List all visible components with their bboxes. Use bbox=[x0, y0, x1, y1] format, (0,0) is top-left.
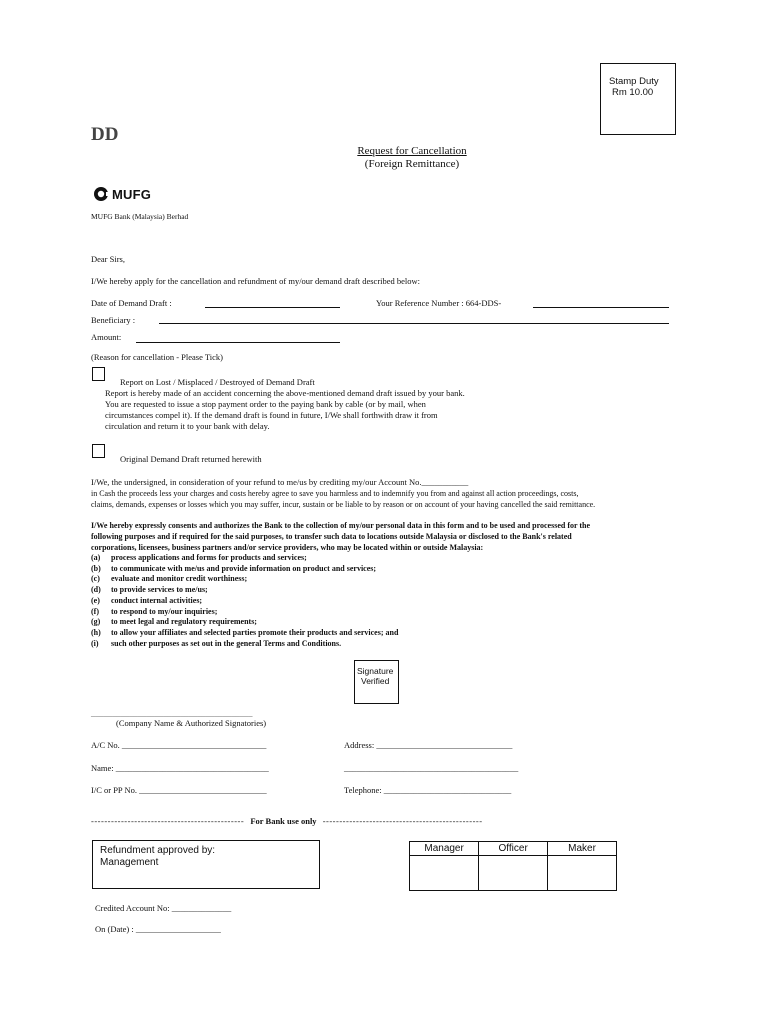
consent-intro: following purposes and if required for the said purposes, to transfer such data to locations outside Malaysia or disclosed to the Bank's related bbox=[91, 532, 572, 541]
lost-draft-line: You are requested to issue a stop payment order to the paying bank by cable (or by mail, when bbox=[105, 399, 426, 409]
consent-item: (d) to provide services to me/us; bbox=[91, 585, 208, 595]
beneficiary-label: Beneficiary : bbox=[91, 315, 136, 325]
stamp-duty-label: Stamp Duty bbox=[609, 76, 659, 87]
signatory-line[interactable]: ______________________________________ bbox=[91, 708, 253, 718]
reference-number-field[interactable] bbox=[533, 307, 669, 308]
bank-name: MUFG Bank (Malaysia) Berhad bbox=[91, 212, 189, 221]
date-of-draft-label: Date of Demand Draft : bbox=[91, 298, 172, 308]
credited-account-field[interactable]: Credited Account No: ______________ bbox=[95, 903, 232, 913]
refund-approval-box bbox=[92, 840, 320, 889]
stamp-duty-box bbox=[600, 63, 676, 135]
bank-use-label: For Bank use only bbox=[250, 816, 317, 826]
consent-item: (e) conduct internal activities; bbox=[91, 595, 203, 605]
address-line-2-field[interactable]: _________________________________________ bbox=[344, 763, 519, 773]
maker-signature-cell[interactable] bbox=[548, 856, 617, 891]
officer-signature-cell[interactable] bbox=[479, 856, 548, 891]
form-code: DD bbox=[91, 124, 119, 145]
reference-number-label: Your Reference Number : 664-DDS- bbox=[376, 298, 502, 308]
ic-passport-field[interactable]: I/C or PP No. ______________________________ bbox=[91, 785, 267, 795]
refund-approval-label: Refundment approved by: bbox=[100, 845, 216, 856]
consent-item: (f) to respond to my/our inquiries; bbox=[91, 606, 218, 616]
amount-label: Amount: bbox=[91, 332, 122, 342]
consent-item: (i) such other purposes as set out in the general Terms and Conditions. bbox=[91, 638, 342, 648]
bank-use-separator: ---------------------------------------------- For Bank use only ------------------------------------------------ bbox=[91, 816, 483, 826]
title-main: Request for Cancellation bbox=[357, 145, 467, 157]
amount-field[interactable] bbox=[136, 342, 340, 343]
officer-header: Officer bbox=[479, 842, 548, 856]
consent-item: (g) to meet legal and regulatory requirements; bbox=[91, 617, 257, 627]
consent-item: (a) process applications and forms for products and services; bbox=[91, 553, 307, 562]
returned-draft-checkbox[interactable] bbox=[92, 444, 105, 458]
signatory-caption: (Company Name & Authorized Signatories) bbox=[116, 718, 267, 728]
telephone-field[interactable]: Telephone: ______________________________ bbox=[344, 785, 512, 795]
maker-header: Maker bbox=[548, 842, 617, 856]
consent-item: (h) to allow your affiliates and selected parties promote their products and services; and bbox=[91, 627, 399, 637]
approval-table bbox=[409, 841, 617, 891]
consent-intro: corporations, licensees, business partners and/or service providers, who may be located within or outside Malaysia: bbox=[91, 543, 484, 552]
refund-approval-management: Management bbox=[100, 857, 159, 868]
page-title bbox=[300, 145, 524, 171]
signature-verified-box bbox=[354, 660, 399, 704]
consent-list bbox=[91, 553, 398, 649]
name-field[interactable]: Name: ____________________________________ bbox=[91, 763, 269, 773]
intro-text: I/We hereby apply for the cancellation and refundment of my/our demand draft described below: bbox=[91, 276, 421, 286]
lost-draft-line: Report is hereby made of an accident concerning the above-mentioned demand draft issued by your bank. bbox=[105, 388, 465, 398]
manager-header: Manager bbox=[410, 842, 479, 856]
undertaking-line: I/We, the undersigned, in consideration of your refund to me/us by crediting my/our Account No.___________ bbox=[91, 477, 469, 487]
date-field[interactable]: On (Date) : ____________________ bbox=[95, 924, 221, 934]
reason-label: (Reason for cancellation - Please Tick) bbox=[91, 352, 223, 362]
consent-item: (b) to communicate with me/us and provide information on product and services; bbox=[91, 563, 377, 573]
signature-verified-label: Verified bbox=[361, 676, 390, 686]
consent-item: (c) evaluate and monitor credit worthiness; bbox=[91, 574, 248, 584]
salutation: Dear Sirs, bbox=[91, 254, 125, 264]
lost-draft-line: circumstances compel it). If the demand draft is found in future, I/We shall forthwith draw it from bbox=[105, 410, 438, 420]
address-field[interactable]: Address: ________________________________ bbox=[344, 740, 513, 750]
title-sub: (Foreign Remittance) bbox=[364, 158, 460, 170]
date-of-draft-field[interactable] bbox=[205, 307, 340, 308]
returned-draft-title: Original Demand Draft returned herewith bbox=[120, 454, 262, 464]
undertaking-line: claims, demands, expenses or losses which you may suffer, incur, sustain or be liable to by reason or on account of your having cancelled the said remittance. bbox=[91, 500, 596, 509]
account-number-field[interactable]: A/C No. __________________________________ bbox=[91, 740, 267, 750]
lost-draft-line: circulation and return it to your bank with delay. bbox=[105, 421, 270, 431]
stamp-duty-amount: Rm 10.00 bbox=[612, 87, 654, 98]
logo-text: MUFG bbox=[112, 187, 152, 202]
consent-intro: I/We hereby expressly consents and authorizes the Bank to the collection of my/our personal data in this form and to be used and processed for the bbox=[91, 521, 591, 530]
undertaking-line: in Cash the proceeds less your charges and costs hereby agree to save you harmless and to indemnify you from and against all action proceedings, costs, bbox=[91, 489, 579, 498]
manager-signature-cell[interactable] bbox=[410, 856, 479, 891]
beneficiary-field[interactable] bbox=[159, 323, 669, 324]
signature-verified-label: Signature bbox=[357, 666, 394, 676]
lost-draft-title: Report on Lost / Misplaced / Destroyed of Demand Draft bbox=[120, 377, 315, 387]
lost-draft-checkbox[interactable] bbox=[92, 367, 105, 381]
